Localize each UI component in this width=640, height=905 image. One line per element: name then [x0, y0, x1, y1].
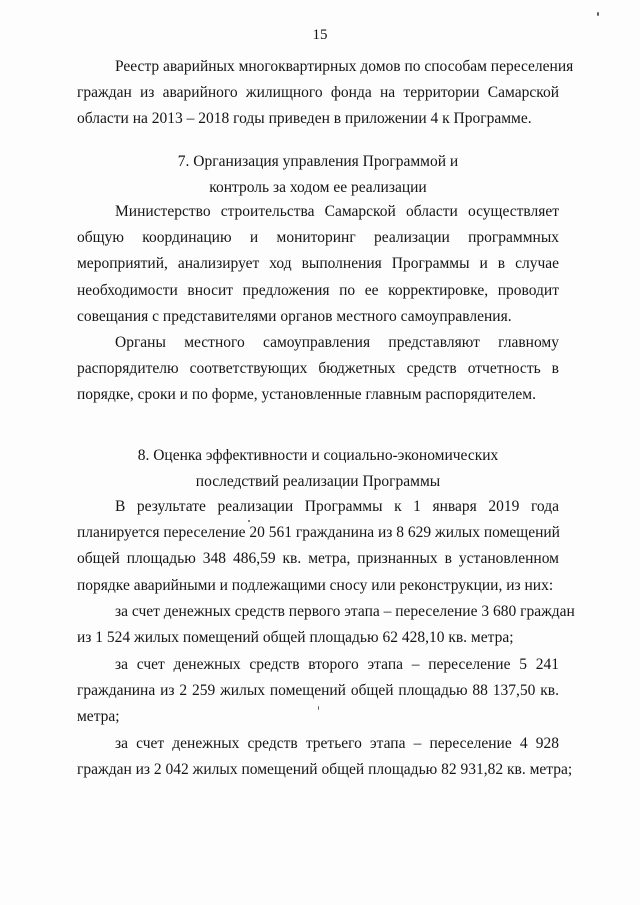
paragraph-results: [77, 494, 559, 599]
text-line: Органы местного самоуправления представляют главному: [115, 334, 559, 351]
text-line: области на 2013 – 2018 годы приведен в приложении 4 к Программе.: [77, 110, 532, 128]
section-heading-8: [77, 443, 559, 495]
scan-speck: [597, 12, 599, 16]
text-line: метра;: [77, 708, 120, 726]
text-line: граждан из 2 042 жилых помещений общей площадью 82 931,82 кв. метра;: [77, 761, 573, 779]
text-line: за счет денежных средств третьего этапа – переселение 4 928: [115, 735, 559, 752]
paragraph-ministry: [77, 199, 559, 330]
scan-speck: [318, 706, 319, 710]
heading-line: 7. Организация управления Программой и: [177, 153, 459, 170]
text-line: порядке, сроки и по форме, установленные главным распорядителем.: [77, 386, 536, 404]
text-line: распорядителю соответствующих бюджетных средств отчетность в: [77, 360, 559, 378]
text-line: необходимости вносит предложения по ее корректировке, проводит: [77, 281, 559, 299]
scan-speck: [248, 520, 250, 522]
heading-line: контроль за ходом ее реализации: [209, 179, 427, 197]
heading-line: 8. Оценка эффективности и социально-экономических: [137, 447, 499, 464]
text-line: Реестр аварийных многоквартирных домов по способам переселения: [115, 58, 574, 75]
text-line: за счет денежных средств второго этапа – переселение 5 241: [115, 656, 559, 673]
paragraph-stage-1: [77, 599, 575, 651]
paragraph-registry: [77, 54, 574, 133]
text-line: общую координацию и мониторинг реализации программных: [77, 229, 559, 247]
text-line: граждан из аварийного жилищного фонда на территории Самарской: [77, 84, 559, 102]
text-line: мероприятий, анализирует ход выполнения Программы и в случае: [77, 255, 559, 273]
text-line: В результате реализации Программы к 1 января 2019 года: [115, 498, 559, 515]
section-heading-7: [77, 149, 559, 201]
text-line: гражданина из 2 259 жилых помещений общей площадью 88 137,50 кв.: [77, 682, 559, 700]
heading-line: последствий реализации Программы: [195, 473, 441, 491]
paragraph-local-authorities: [77, 330, 559, 409]
text-line: за счет денежных средств первого этапа – переселение 3 680 граждан: [115, 603, 575, 620]
text-line: порядке аварийными и подлежащими сносу или реконструкции, из них:: [77, 576, 554, 594]
page-number: 15: [312, 27, 328, 43]
text-line: Министерство строительства Самарской области осуществляет: [115, 203, 559, 220]
text-line: общей площадью 348 486,59 кв. метра, признанных в установленном: [77, 550, 559, 568]
text-line: планируется переселение 20 561 гражданина из 8 629 жилых помещений: [77, 524, 560, 542]
text-line: из 1 524 жилых помещений общей площадью 62 428,10 кв. метра;: [77, 629, 514, 647]
text-line: совещания с представителями органов местного самоуправления.: [77, 307, 512, 325]
paragraph-stage-2: [77, 652, 559, 731]
paragraph-stage-3: [77, 731, 573, 783]
